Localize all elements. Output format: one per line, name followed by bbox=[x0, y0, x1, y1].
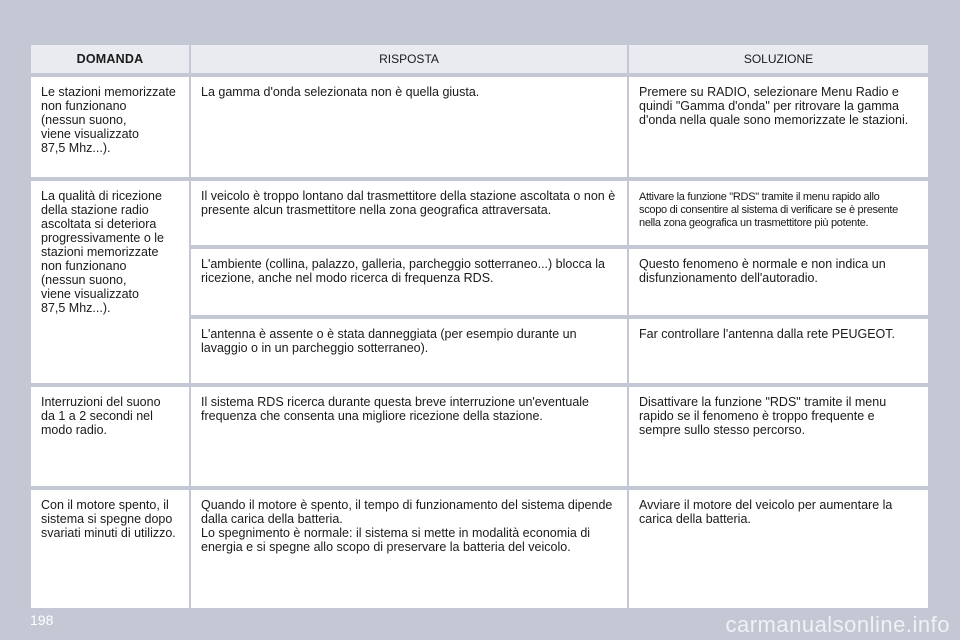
row-2a-answer: Il veicolo è troppo lontano dal trasmettitore della stazione ascoltata o non è presente alcun trasmettitore nella zona geografica attraversata. bbox=[191, 181, 627, 245]
row-2b-solution: Questo fenomeno è normale e non indica un disfunzionamento dell'autoradio. bbox=[629, 249, 928, 315]
page-number: 198 bbox=[30, 612, 54, 628]
row-2c-solution: Far controllare l'antenna dalla rete PEUGEOT. bbox=[629, 319, 928, 383]
header-soluzione: SOLUZIONE bbox=[629, 45, 928, 73]
row-2-question: La qualità di ricezione della stazione radio ascoltata si deteriora progressivamente o le stazioni memorizzate non funzionano (nessun suono, viene visualizzato 87,5 Mhz...). bbox=[31, 181, 189, 383]
header-domanda: DOMANDA bbox=[31, 45, 189, 73]
row-4-question: Con il motore spento, il sistema si spegne dopo svariati minuti di utilizzo. bbox=[31, 490, 189, 608]
row-4-solution: Avviare il motore del veicolo per aumentare la carica della batteria. bbox=[629, 490, 928, 608]
row-1-answer: La gamma d'onda selezionata non è quella giusta. bbox=[191, 77, 627, 177]
watermark: carmanualsonline.info bbox=[725, 612, 950, 637]
row-3-solution: Disattivare la funzione "RDS" tramite il menu rapido se il fenomeno è troppo frequente e sempre sullo stesso percorso. bbox=[629, 387, 928, 486]
row-2b-answer: L'ambiente (collina, palazzo, galleria, parcheggio sotterraneo...) blocca la ricezione, anche nel modo ricerca di frequenza RDS. bbox=[191, 249, 627, 315]
row-4-answer: Quando il motore è spento, il tempo di funzionamento del sistema dipende dalla carica della batteria. Lo spegnimento è normale: il sistema si mette in modalità economia di energia e si spegne allo scopo di preservare la batteria del veicolo. bbox=[191, 490, 627, 608]
row-2a-solution: Attivare la funzione "RDS" tramite il menu rapido allo scopo di consentire al sistema di verificare se è presente nella zona geografica un trasmettitore più potente. bbox=[629, 181, 928, 245]
row-3-answer: Il sistema RDS ricerca durante questa breve interruzione un'eventuale frequenza che consenta una migliore ricezione della stazione. bbox=[191, 387, 627, 486]
row-3-question: Interruzioni del suono da 1 a 2 secondi nel modo radio. bbox=[31, 387, 189, 486]
header-risposta: RISPOSTA bbox=[191, 45, 627, 73]
row-1-question: Le stazioni memorizzate non funzionano (nessun suono, viene visualizzato 87,5 Mhz...). bbox=[31, 77, 189, 177]
row-1-solution: Premere su RADIO, selezionare Menu Radio e quindi "Gamma d'onda" per ritrovare la gamma d'onda nella quale sono memorizzate le stazioni. bbox=[629, 77, 928, 177]
row-2c-answer: L'antenna è assente o è stata danneggiata (per esempio durante un lavaggio o in un parcheggio sotterraneo). bbox=[191, 319, 627, 383]
